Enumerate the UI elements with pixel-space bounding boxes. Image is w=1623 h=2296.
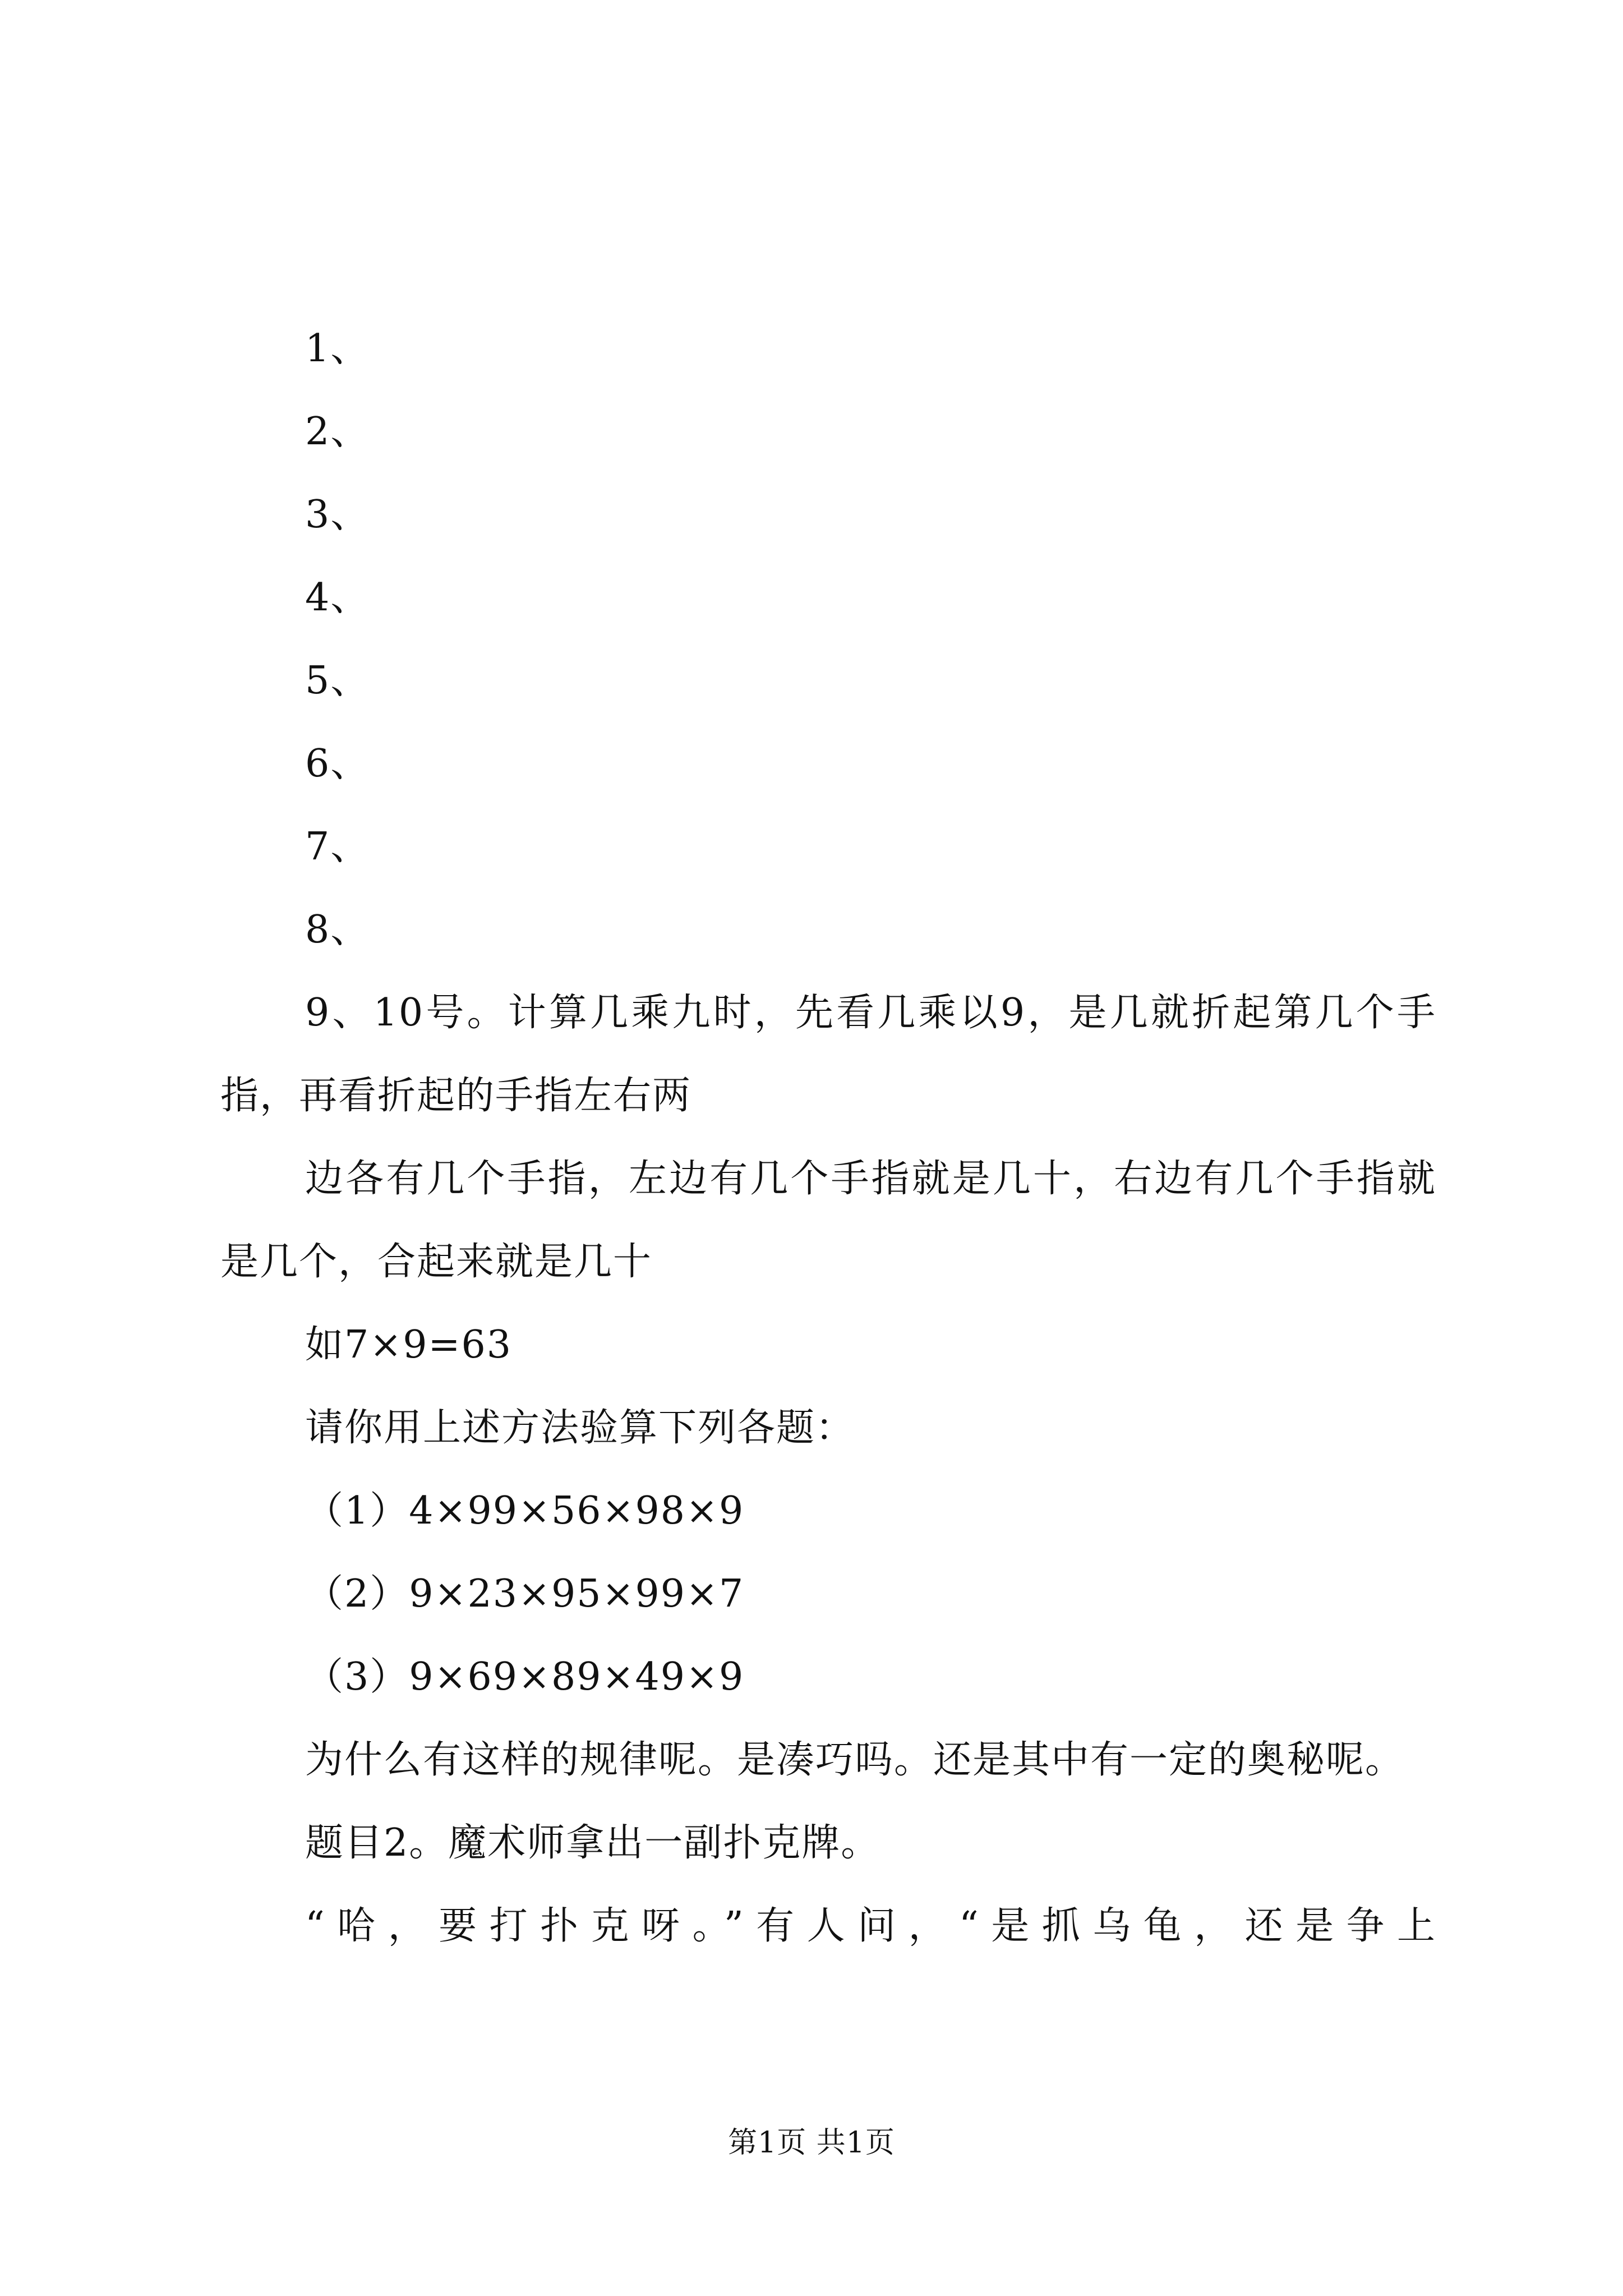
list-item: 7、 xyxy=(305,825,370,869)
list-item: 6、 xyxy=(305,742,370,786)
paragraph-topic-2: 题目2。魔术师拿出一副扑克牌。 xyxy=(305,1821,880,1865)
list-item: 4、 xyxy=(305,576,370,620)
paragraph-finger-count: 边各有几个手指，左边有几个手指就是几十，右边有几个手指就是几个，合起来就是几十 xyxy=(220,1157,1436,1284)
paragraph-instruction: 请你用上述方法验算下列各题： xyxy=(305,1406,855,1450)
list-item: 1、 xyxy=(305,326,370,371)
list-item: 5、 xyxy=(305,659,370,703)
paragraph-dialogue: “哈，要打扑克呀。”有人问，“是抓乌龟，还是争上 xyxy=(305,1904,1436,1948)
paragraph-finger-method: 9、10号。计算几乘九时，先看几乘以9，是几就折起第几个手指，再看折起的手指左右两 xyxy=(220,991,1436,1118)
list-item: 3、 xyxy=(305,493,370,537)
exercise-item: （1）4×99×56×98×9 xyxy=(305,1489,745,1533)
list-item: 2、 xyxy=(305,409,370,454)
exercise-item: （3）9×69×89×49×9 xyxy=(305,1655,745,1699)
list-item: 8、 xyxy=(305,908,370,952)
paragraph-example: 如7×9=63 xyxy=(305,1323,513,1367)
exercise-item: （2）9×23×95×99×7 xyxy=(305,1572,745,1616)
page-footer: 第1页 共1页 xyxy=(728,2126,895,2160)
paragraph-question: 为什么有这样的规律呢。是凑巧吗。还是其中有一定的奥秘呢。 xyxy=(305,1738,1405,1782)
document-body xyxy=(220,307,1436,1968)
